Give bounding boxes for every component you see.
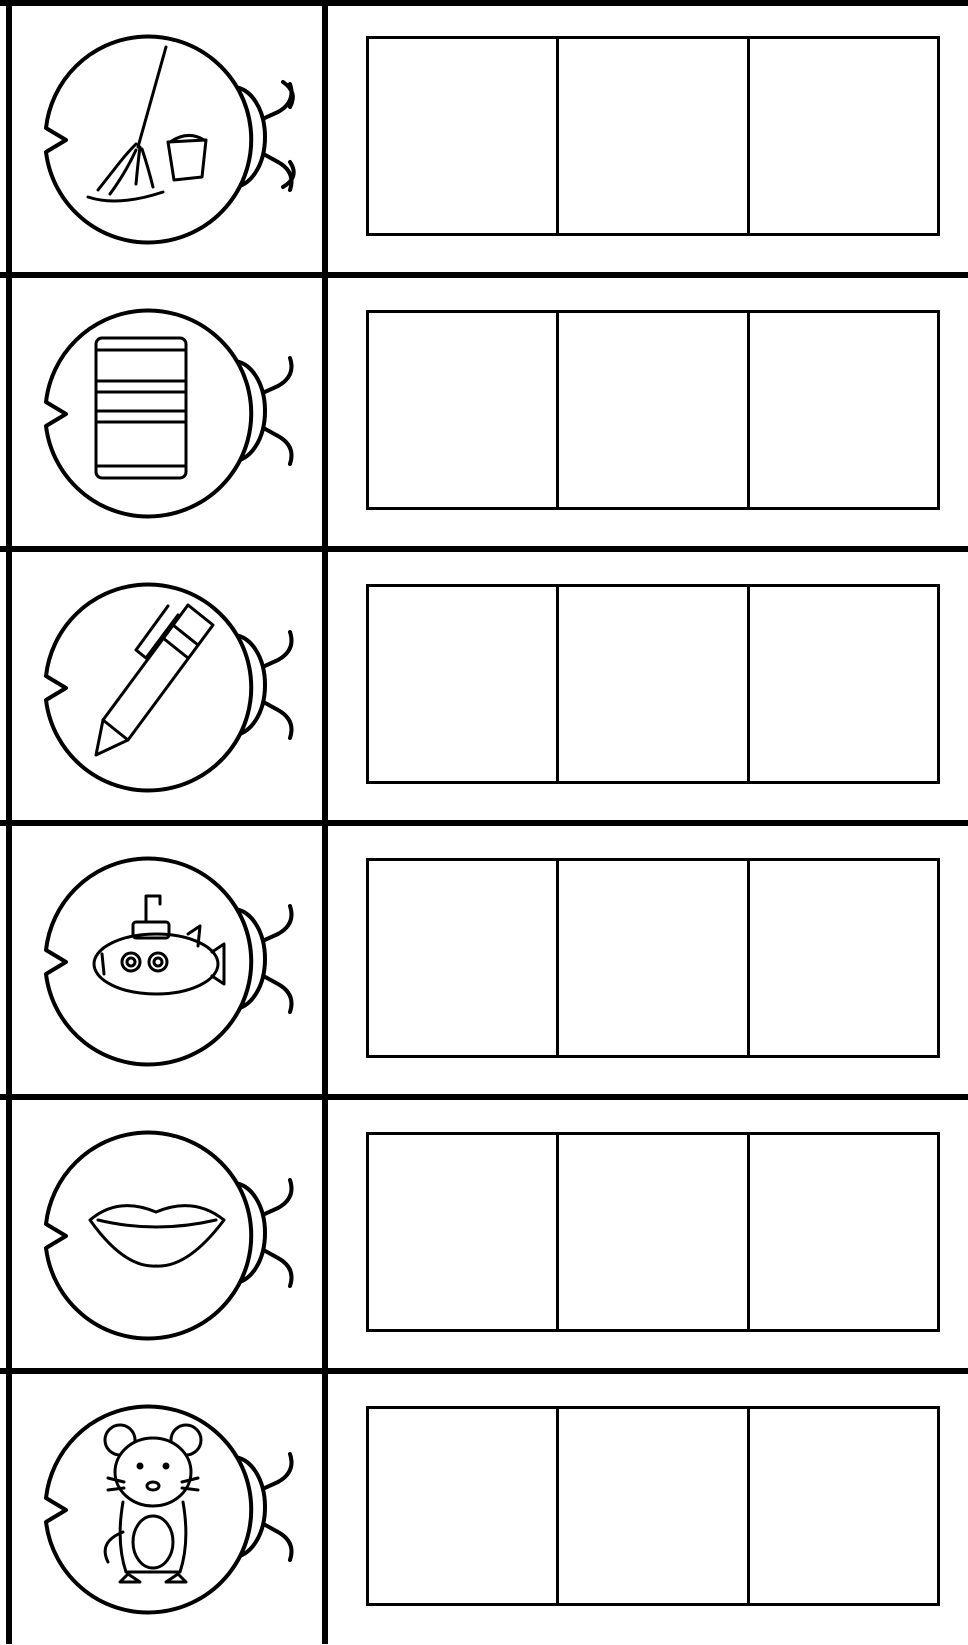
sound-box-2[interactable] [556,1409,746,1603]
worksheet-row-mouse [0,1370,968,1644]
sound-boxes [366,310,940,510]
sound-boxes [366,1406,940,1606]
picture-cell [6,1096,328,1370]
sound-box-1[interactable] [369,861,556,1055]
sound-box-3[interactable] [747,1409,937,1603]
worksheet-row-can [0,274,968,548]
sound-boxes [366,1132,940,1332]
worksheet-row-pen [0,548,968,822]
picture-cell [6,548,328,822]
sound-boxes [366,858,940,1058]
sound-box-2[interactable] [556,313,746,507]
picture-cell [6,0,328,274]
sound-boxes [366,584,940,784]
sound-box-1[interactable] [369,313,556,507]
sound-box-2[interactable] [556,861,746,1055]
sound-box-3[interactable] [747,587,937,781]
worksheet-row-mop [0,0,968,274]
sound-box-1[interactable] [369,39,556,233]
sound-box-1[interactable] [369,1409,556,1603]
sound-box-3[interactable] [747,861,937,1055]
ladybug-frame [28,286,328,536]
sound-box-1[interactable] [369,587,556,781]
sound-box-2[interactable] [556,1135,746,1329]
sound-box-3[interactable] [747,1135,937,1329]
sound-box-2[interactable] [556,39,746,233]
picture-cell [6,274,328,548]
sound-box-3[interactable] [747,313,937,507]
worksheet-row-lips [0,1096,968,1370]
ladybug-frame [28,560,328,810]
ladybug-frame [28,1108,328,1358]
sound-box-1[interactable] [369,1135,556,1329]
ladybug-frame [28,834,328,1084]
sound-boxes [366,36,940,236]
sound-box-3[interactable] [747,39,937,233]
worksheet-row-submarine [0,822,968,1096]
sound-box-2[interactable] [556,587,746,781]
picture-cell [6,822,328,1096]
ladybug-frame [28,1382,328,1632]
picture-cell [6,1370,328,1644]
ladybug-frame [28,12,328,262]
